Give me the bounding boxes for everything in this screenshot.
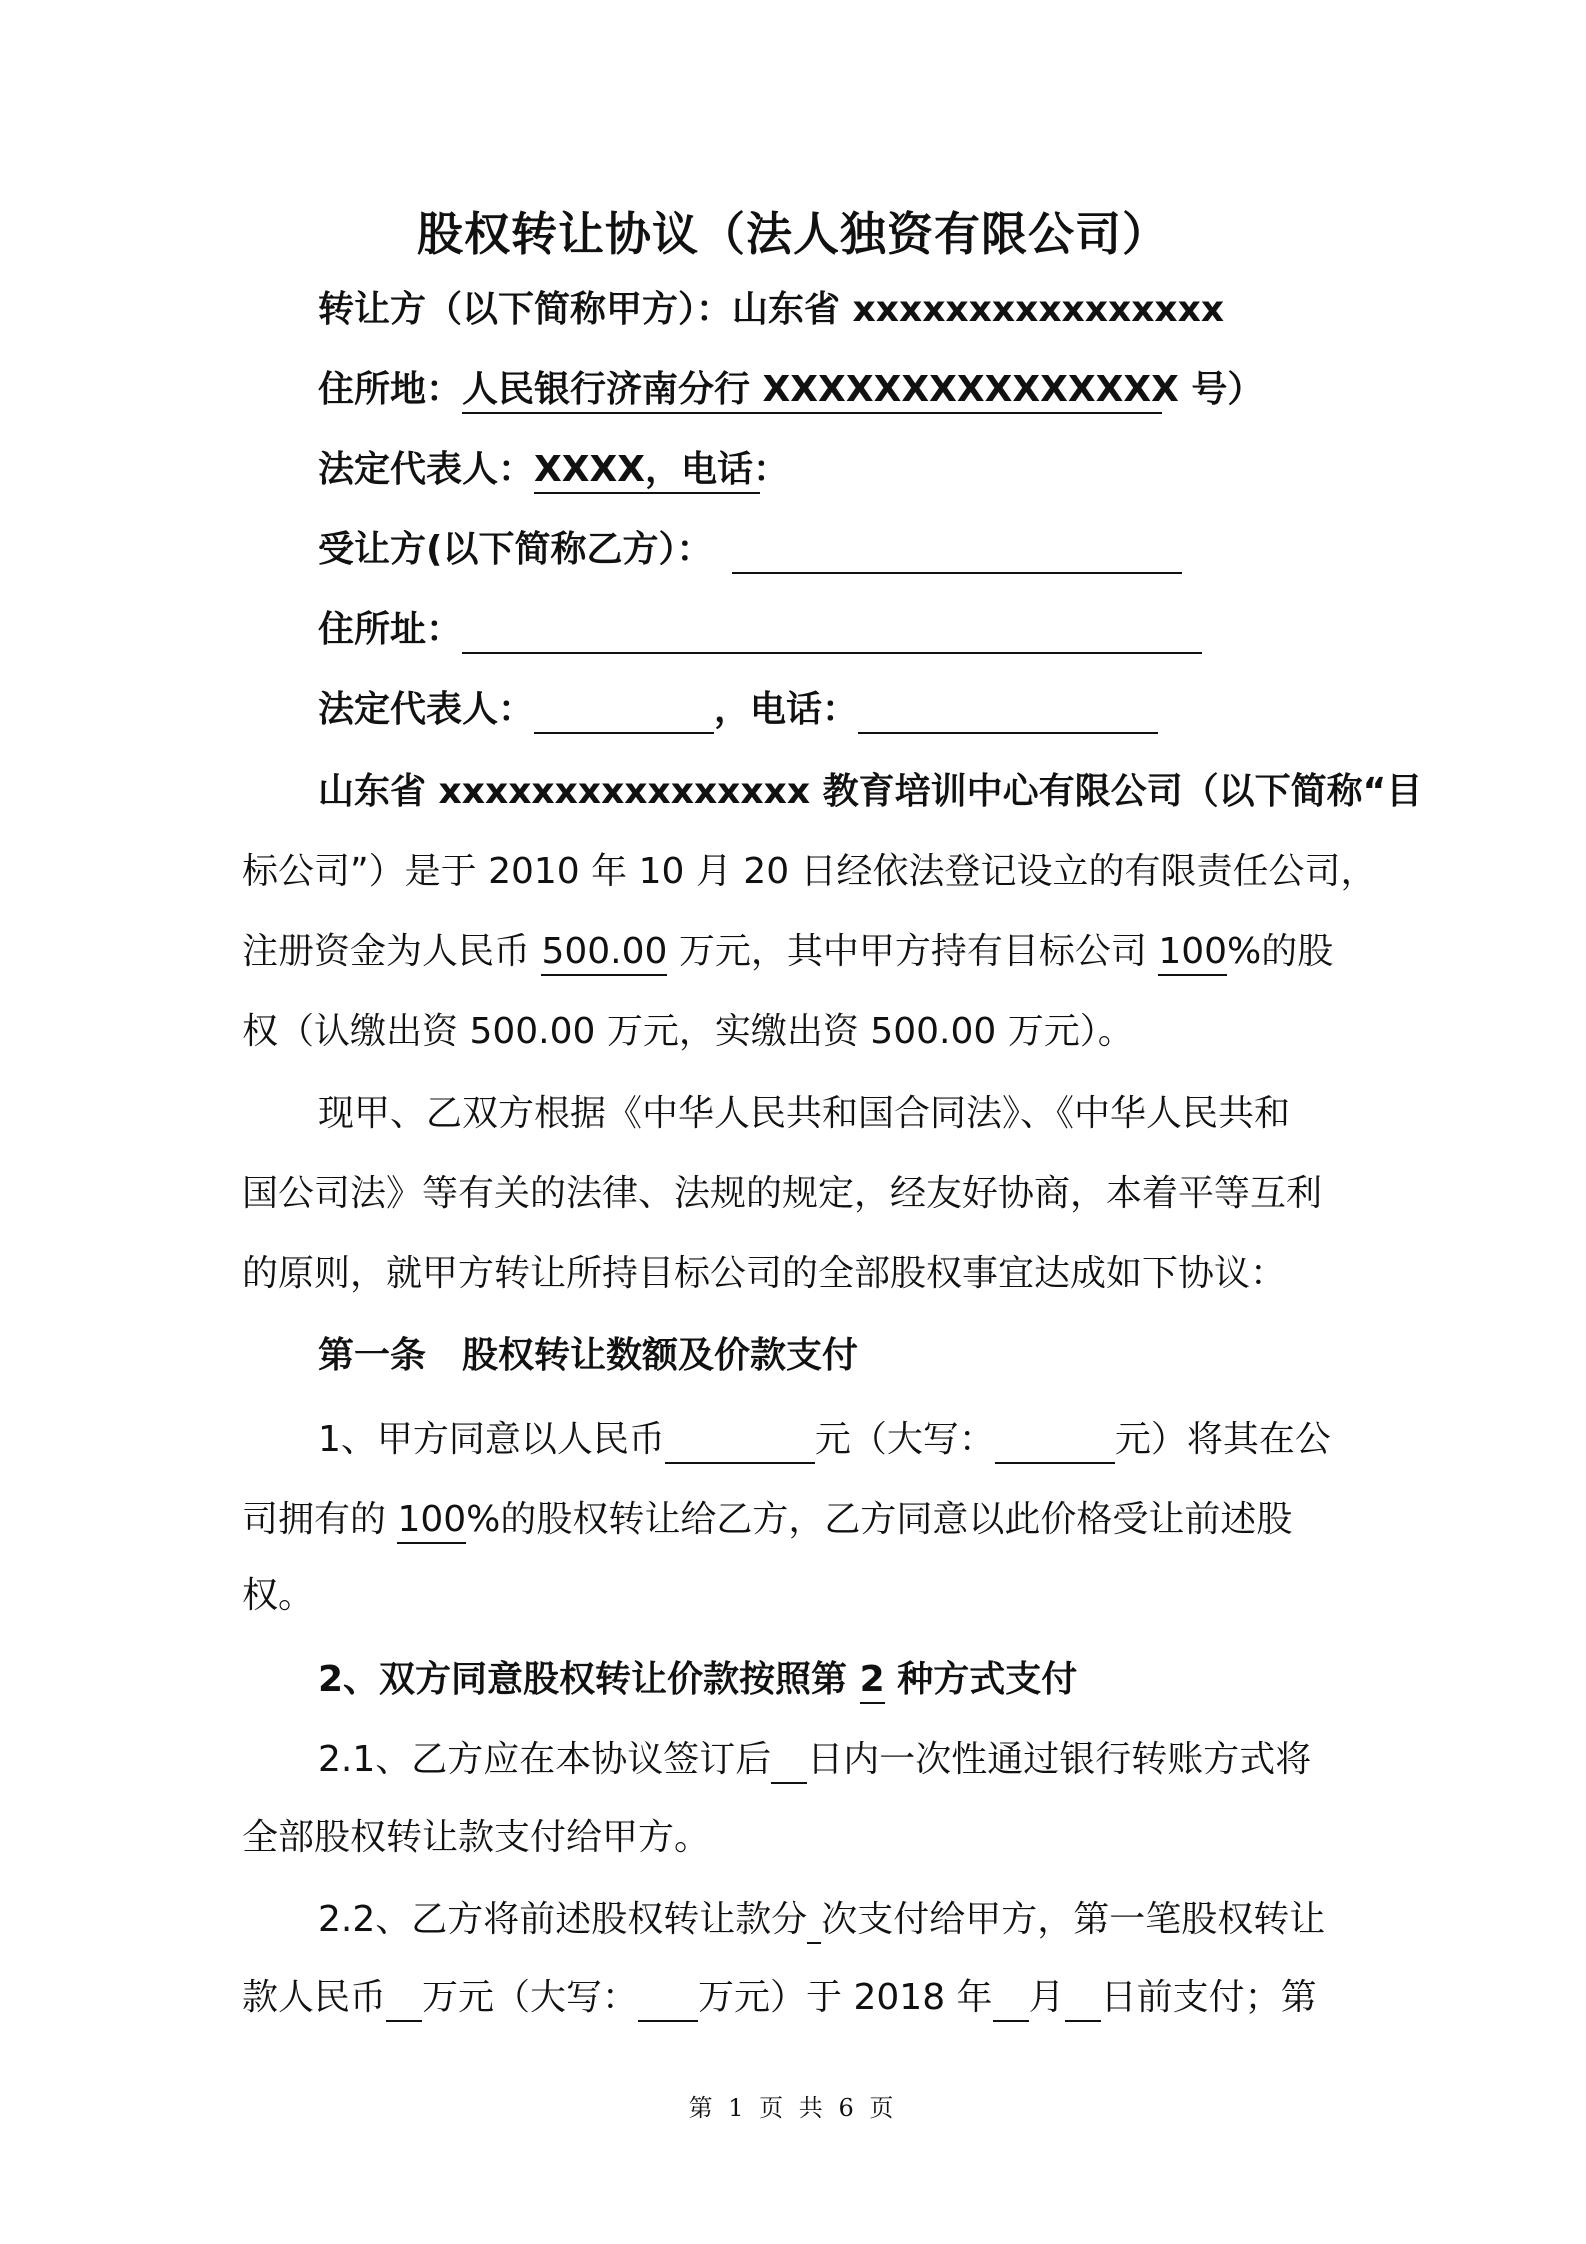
c22-l2-text-d: 月 [1028, 1977, 1065, 2018]
payment-method-number: 2 [860, 1658, 885, 1704]
address-value: 人民银行济南分行 XXXXXXXXXXXXXXX 号） [462, 368, 1162, 414]
c22-l2-text-e: 日前支付；第 [1100, 1977, 1317, 2018]
c21-l1-text-b: 日内一次性通过银行转账方式将 [807, 1739, 1312, 1780]
clause-1-line-2 [242, 1496, 1292, 1544]
article-1-heading: 第一条 股权转让数额及价款支付 [318, 1335, 859, 1376]
legal-rep-value: XXXX，电话： [534, 448, 760, 494]
transferee-address-line [318, 606, 1202, 654]
c22-l1-text-a: 2.2、乙方将前述股权转让款分 [318, 1899, 808, 1940]
p1-l3-text-e: %的股 [1227, 931, 1334, 972]
c2-text-c: 种方式支付 [884, 1659, 1078, 1700]
transferee-line [318, 526, 1182, 574]
paragraph-1-line-1: 山东省 xxxxxxxxxxxxxxxx 教育培训中心有限公司（以下简称“目 [318, 771, 1423, 812]
clause-2-2-line-1 [318, 1896, 1325, 1944]
c1-l2-text-c: %的股权转让给乙方，乙方同意以此价格受让前述股 [466, 1499, 1293, 1540]
price-capital-blank [995, 1422, 1115, 1464]
c22-l2-text-a: 款人民币 [242, 1977, 387, 2018]
paragraph-1-line-3 [242, 928, 1333, 976]
month-blank [993, 1980, 1029, 2022]
installments-blank [807, 1902, 821, 1944]
clause-1-line-1 [318, 1416, 1331, 1464]
paragraph-2-line-2: 国公司法》等有关的法律、法规的规定，经友好协商，本着平等互利 [242, 1173, 1323, 1214]
share-percent: 100 [1158, 930, 1227, 976]
transferee-rep-label: 法定代表人： [318, 689, 535, 730]
clause-2-1-line-2: 全部股权转让款支付给甲方。 [242, 1817, 711, 1858]
transferee-phone-label: ，电话： [714, 689, 859, 730]
p1-l3-text-a: 注册资金为人民币 [242, 931, 542, 972]
transferee-label: 受让方(以下简称乙方）： [318, 529, 713, 570]
document-title: 股权转让协议（法人独资有限公司） [417, 207, 1169, 261]
clause-2-line [318, 1656, 1077, 1704]
paragraph-2-line-3: 的原则，就甲方转让所持目标公司的全部股权事宜达成如下协议： [242, 1253, 1287, 1294]
p1-l2-text: 标公司”）是于 2010 年 10 月 20 日经依法登记设立的有限责任公司， [242, 851, 1377, 892]
days-blank [771, 1742, 807, 1784]
c22-l2-text-b: 万元（大写： [422, 1977, 639, 2018]
transfer-percent: 100 [397, 1498, 466, 1544]
transferee-phone-blank [858, 692, 1158, 734]
paragraph-1-line-4: 权（认缴出资 500.00 万元，实缴出资 500.00 万元）。 [242, 1011, 1134, 1052]
address-line [318, 366, 1264, 414]
address-label: 住所地： [318, 369, 463, 410]
transferee-address-blank [462, 612, 1202, 654]
c22-l1-text-b: 次支付给甲方，第一笔股权转让 [821, 1899, 1326, 1940]
transferee-rep-line [318, 686, 1158, 734]
price-blank [665, 1422, 815, 1464]
transferee-address-label: 住所址： [318, 609, 463, 650]
c22-l2-text-c: 万元）于 2018 年 [698, 1977, 993, 2018]
transferor-value: 山东省 xxxxxxxxxxxxxxxx [732, 289, 1225, 330]
c1-l1-text-c: 元）将其在公 [1114, 1419, 1331, 1460]
c1-l1-text-b: 元（大写： [814, 1419, 995, 1460]
legal-rep-label: 法定代表人： [318, 449, 535, 490]
c21-l1-text-a: 2.1、乙方应在本协议签订后 [318, 1739, 772, 1780]
paragraph-2-line-1: 现甲、乙双方根据《中华人民共和国合同法》、《中华人民共和 [318, 1093, 1291, 1134]
transferee-rep-blank [534, 692, 714, 734]
legal-rep-line [318, 446, 790, 494]
amount-blank [386, 1980, 422, 2022]
c2-text-a: 2、双方同意股权转让价款按照第 [318, 1659, 860, 1700]
paragraph-1-line-2 [242, 848, 1377, 896]
c1-l2-text-a: 司拥有的 [242, 1499, 398, 1540]
clause-2-2-line-2 [242, 1974, 1317, 2022]
clause-1-line-3: 权。 [242, 1575, 315, 1616]
day-blank [1065, 1980, 1101, 2022]
p1-l3-text-c: 万元，其中甲方持有目标公司 [667, 931, 1159, 972]
transferor-line [318, 286, 1224, 334]
page-footer: 第 1 页 共 6 页 [688, 2094, 898, 2122]
c1-l1-text-a: 1、甲方同意以人民币 [318, 1419, 665, 1460]
registered-capital: 500.00 [541, 930, 667, 976]
transferee-blank [732, 532, 1182, 574]
clause-2-1-line-1 [318, 1736, 1311, 1784]
transferor-label: 转让方（以下简称甲方）： [318, 289, 733, 330]
amount-capital-blank [638, 1980, 698, 2022]
